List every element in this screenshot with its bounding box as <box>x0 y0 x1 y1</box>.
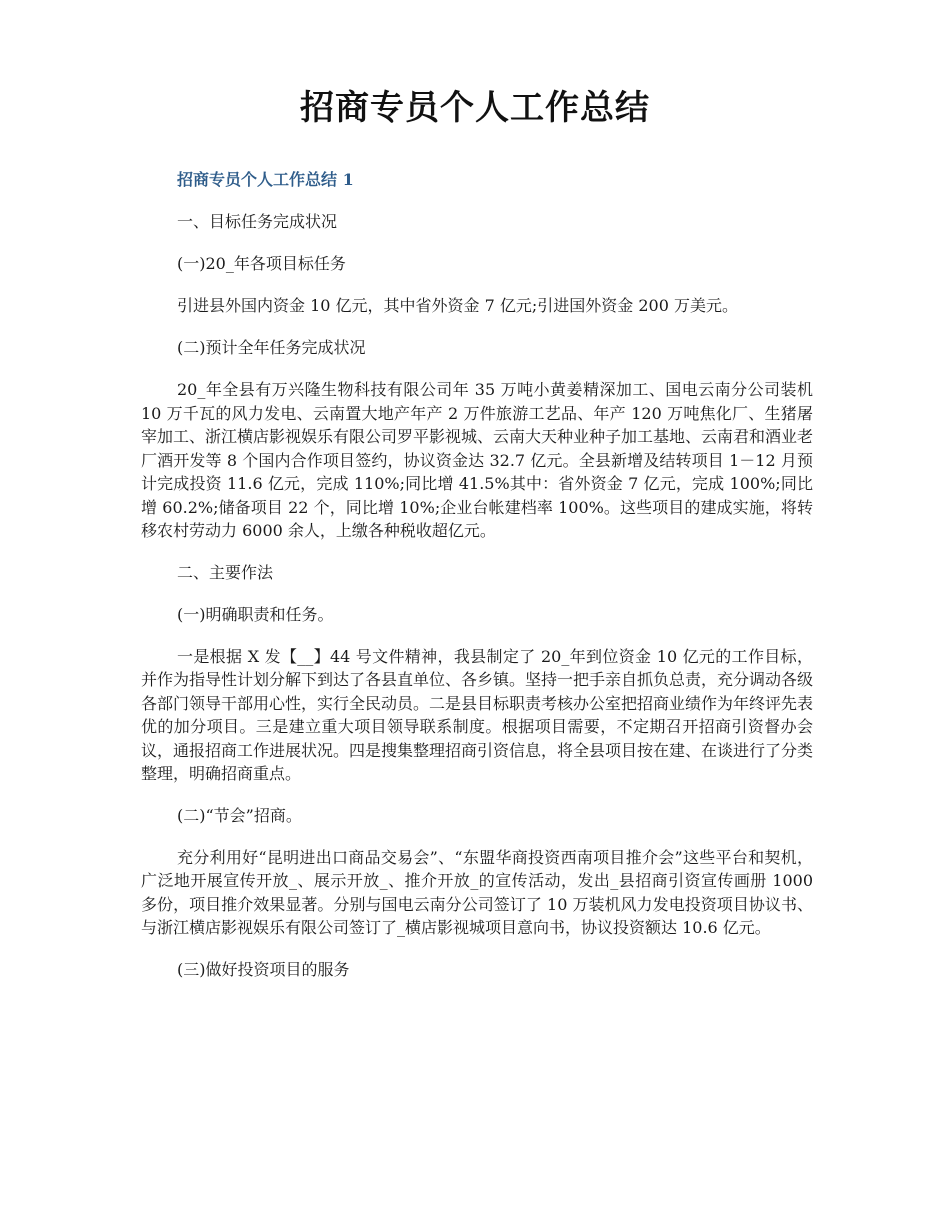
document-title: 招商专员个人工作总结 <box>300 88 650 128</box>
heading-main-practices: 二、主要作法 <box>177 562 274 582</box>
paragraph-festival-investment: 充分利用好“昆明进出口商品交易会”、“东盟华商投资西南项目推介会”这些平台和契机，广泛地开展宣传开放_、展示开放_、推介开放_的宣传活动，发出_县招商引资宣传画册 1000 多份，项目推介效果显著。分别与国电云南分公司签订了 10 万装机风力发电投资项目协议书、与浙江横店影视娱乐有限公司签订了_横店影视城项目意向书，协议投资额达 10.6 亿元。 <box>141 847 813 937</box>
subheading-festival-investment: (二)“节会”招商。 <box>177 805 302 825</box>
heading-targets: 一、目标任务完成状况 <box>177 212 338 231</box>
subheading-annual-completion: (二)预计全年任务完成状况 <box>177 338 366 357</box>
paragraph-responsibilities: 一是根据 X 发【__】44 号文件精神，我县制定了 20_年到位资金 10 亿元的工作目标，并作为指导性计划分解下到达了各县直单位、各乡镇。坚持一把手亲自抓负总责，充分调动各级各部门领导干部用心性，实行全民动员。二是县目标职责考核办公室把招商业绩作为年终评先表优的加分项目。三是建立重大项目领导联系制度。根据项目需要，不定期召开招商引资督办会议，通报招商工作进展状况。四是搜集整理招商引资信息，将全县项目按在建、在谈进行了分类整理，明确招商重点。 <box>141 646 814 783</box>
paragraph-annual-completion: 20_年全县有万兴隆生物科技有限公司年 35 万吨小黄姜精深加工、国电云南分公司装机 10 万千瓦的风力发电、云南置大地产年产 2 万件旅游工艺品、年产 120 万吨焦化厂、生猪屠宰加工、浙江横店影视娱乐有限公司罗平影视城、云南大天种业种子加工基地、云南君和酒业老厂酒开发等 8 个国内合作项目签约，协议资金达 32.7 亿元。全县新增及结转项目 1－12 月预计完成投资 11.6 亿元，完成 110%;同比增 41.5%其中：省外资金 7 亿元，完成 100%;同比增 60.2%;储备项目 22 个，同比增 10%;企业台帐建档率 100%。这些项目的建成实施，将转移农村劳动力 6000 余人，上缴各种税收超亿元。 <box>141 380 814 540</box>
subheading-annual-targets: (一)20_年各项目标任务 <box>177 254 346 273</box>
document-body <box>141 168 813 1000</box>
paragraph-funding-targets: 引进县外国内资金 10 亿元，其中省外资金 7 亿元;引进国外资金 200 万美元。 <box>177 296 738 315</box>
subheading-project-services: (三)做好投资项目的服务 <box>177 959 350 979</box>
section-heading: 招商专员个人工作总结 1 <box>177 170 354 189</box>
subheading-responsibilities: (一)明确职责和任务。 <box>177 604 334 624</box>
